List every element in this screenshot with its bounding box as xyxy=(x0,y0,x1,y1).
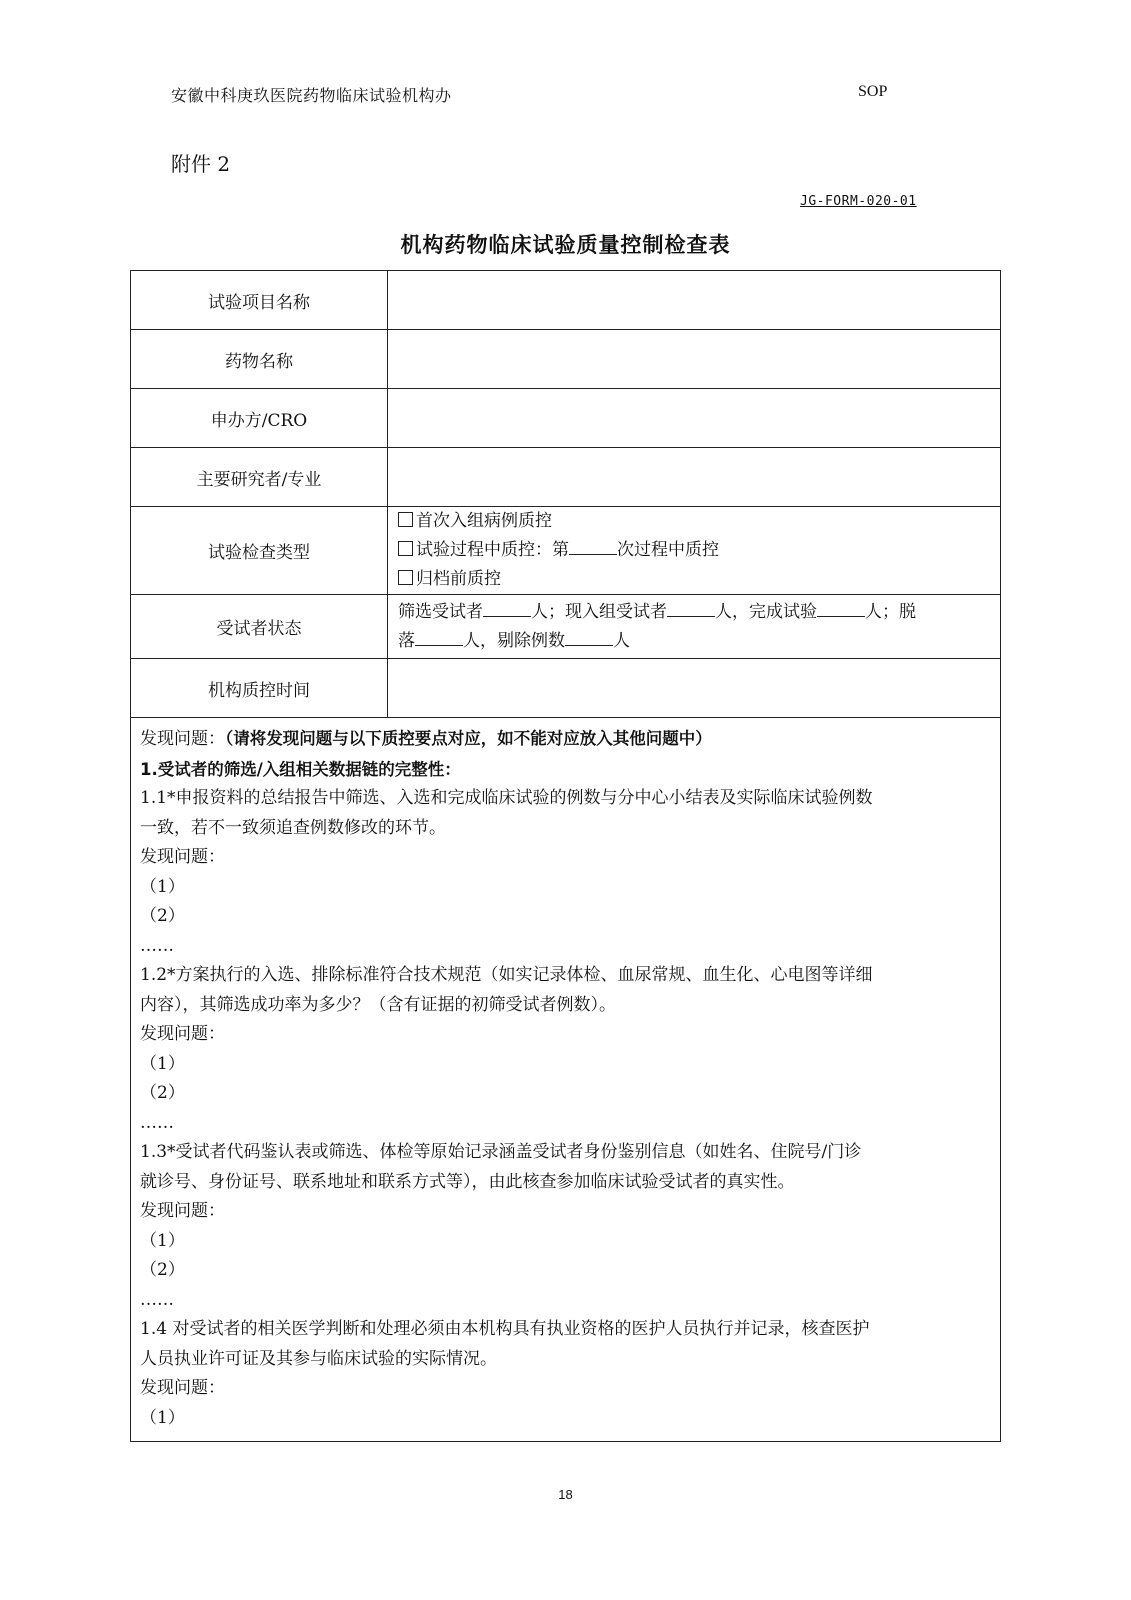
problem-label: 发现问题： xyxy=(140,847,225,867)
label-qc-time: 机构质控时间 xyxy=(131,659,388,718)
problem-item-1[interactable]: （1） xyxy=(140,876,185,897)
field-investigator[interactable] xyxy=(388,448,1001,507)
option-first-label: 首次入组病例质控 xyxy=(416,511,552,531)
text-line2-start: 落 xyxy=(398,631,415,651)
label-drug-name: 药物名称 xyxy=(131,330,388,389)
text-screened: 筛选受试者 xyxy=(398,602,483,622)
label-inspection-type: 试验检查类型 xyxy=(131,507,388,595)
header-doc-type: SOP xyxy=(858,83,888,100)
option-pre-archive[interactable] xyxy=(388,565,1000,594)
field-qc-time[interactable] xyxy=(388,659,1001,718)
field-drug-name[interactable] xyxy=(388,330,1001,389)
point-1-1-line-2: 一致，若不一致须追查例数修改的环节。 xyxy=(140,817,446,838)
text-unit1: 人；现入组受试者 xyxy=(531,602,667,622)
problem-label: 发现问题： xyxy=(140,1201,225,1221)
header-institution: 安徽中科庚玖医院药物临床试验机构办 xyxy=(171,86,452,105)
text-unit4: 人，剔除例数 xyxy=(463,631,565,651)
point-1-4-line-1: 1.4 对受试者的相关医学判断和处理必须由本机构具有执业资格的医护人员执行并记录，核查医护 xyxy=(140,1319,870,1339)
ellipsis: …… xyxy=(140,1112,174,1133)
text-unit2: 人，完成试验 xyxy=(715,602,817,622)
findings-intro-prefix: 发现问题： xyxy=(140,729,225,749)
page-number: 18 xyxy=(558,1487,573,1502)
problem-item-1[interactable]: （1） xyxy=(140,1230,185,1251)
problem-label: 发现问题： xyxy=(140,1378,225,1398)
label-sponsor: 申办方/CRO xyxy=(131,389,388,448)
blank-screened-count[interactable] xyxy=(483,598,531,617)
blank-excluded-count[interactable] xyxy=(565,627,613,646)
option-first-enrollment[interactable] xyxy=(388,507,1000,536)
label-project-name: 试验项目名称 xyxy=(131,271,388,330)
ellipsis: …… xyxy=(140,1289,174,1310)
field-inspection-type xyxy=(388,507,1001,595)
problem-item-2[interactable]: （2） xyxy=(140,1083,185,1103)
text-unit5: 人 xyxy=(613,631,630,651)
point-1-2-line-2: 内容），其筛选成功率为多少？（含有证据的初筛受试者例数）。 xyxy=(140,994,616,1015)
field-project-name[interactable] xyxy=(388,271,1001,330)
label-investigator: 主要研究者/专业 xyxy=(131,448,388,507)
checkbox-icon[interactable] xyxy=(398,570,413,585)
checkbox-icon[interactable] xyxy=(398,512,413,527)
point-1-4-line-2: 人员执业许可证及其参与临床试验的实际情况。 xyxy=(140,1348,497,1369)
label-subject-status: 受试者状态 xyxy=(131,595,388,659)
qc-checklist-table xyxy=(130,270,1001,1442)
option-process-suffix: 次过程中质控 xyxy=(617,540,719,560)
text-unit3: 人；脱 xyxy=(865,602,916,622)
blank-enrolled-count[interactable] xyxy=(667,598,715,617)
problem-item-2[interactable]: （2） xyxy=(140,906,185,926)
field-subject-status xyxy=(388,595,1001,659)
blank-process-count[interactable] xyxy=(569,536,617,555)
ellipsis: …… xyxy=(140,935,174,956)
problem-label: 发现问题： xyxy=(140,1024,225,1044)
option-process-prefix: 试验过程中质控：第 xyxy=(416,540,569,560)
form-title: 机构药物临床试验质量控制检查表 xyxy=(400,233,731,257)
section-1-title: 1.受试者的筛选/入组相关数据链的完整性： xyxy=(140,759,461,779)
attachment-label: 附件 2 xyxy=(171,152,231,176)
option-in-process[interactable] xyxy=(388,536,1000,565)
form-number: JG-FORM-020-01 xyxy=(800,194,917,209)
blank-dropout-count[interactable] xyxy=(415,627,463,646)
findings-section xyxy=(131,718,1001,1442)
blank-completed-count[interactable] xyxy=(817,598,865,617)
problem-item-1[interactable]: （1） xyxy=(140,1053,185,1074)
problem-item-1[interactable]: （1） xyxy=(140,1407,185,1428)
option-archive-label: 归档前质控 xyxy=(416,569,501,589)
point-1-1-line-1: 1.1*申报资料的总结报告中筛选、入选和完成临床试验的例数与分中心小结表及实际临床试验例数 xyxy=(140,788,873,808)
point-1-2-line-1: 1.2*方案执行的入选、排除标准符合技术规范（如实记录体检、血尿常规、血生化、心电图等详细 xyxy=(140,965,873,985)
findings-intro-instruction: （请将发现问题与以下质控要点对应，如不能对应放入其他问题中） xyxy=(225,729,712,748)
checkbox-icon[interactable] xyxy=(398,541,413,556)
point-1-3-line-2: 就诊号、身份证号、联系地址和联系方式等），由此核查参加临床试验受试者的真实性。 xyxy=(140,1171,795,1192)
problem-item-2[interactable]: （2） xyxy=(140,1260,185,1280)
point-1-3-line-1: 1.3*受试者代码鉴认表或筛选、体检等原始记录涵盖受试者身份鉴别信息（如姓名、住院号/门诊 xyxy=(140,1142,862,1162)
field-sponsor[interactable] xyxy=(388,389,1001,448)
